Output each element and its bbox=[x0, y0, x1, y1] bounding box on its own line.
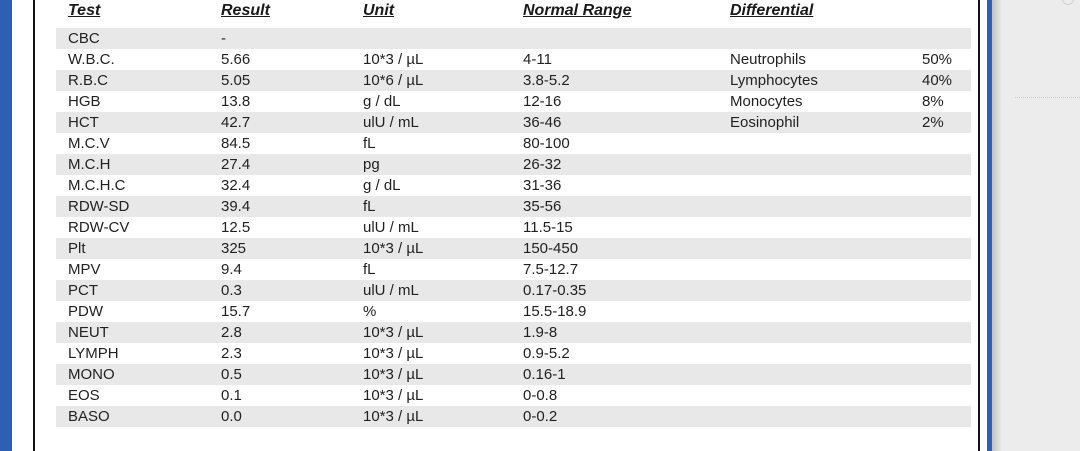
cell-test: W.B.C. bbox=[68, 51, 115, 68]
cell-unit: g / dL bbox=[363, 93, 401, 110]
cell-result: 13.8 bbox=[221, 93, 251, 110]
table-row bbox=[56, 112, 971, 133]
table-row bbox=[56, 49, 971, 70]
corner-handle-icon bbox=[1062, 0, 1074, 5]
cell-test: M.C.H bbox=[68, 156, 111, 173]
cell-differential-percent: 2% bbox=[922, 114, 944, 131]
cell-result: 39.4 bbox=[221, 198, 251, 215]
table-row bbox=[56, 259, 971, 280]
cell-result: 2.8 bbox=[221, 324, 242, 341]
cell-result: 15.7 bbox=[221, 303, 251, 320]
cell-test: LYMPH bbox=[68, 345, 119, 362]
cell-normal-range: 11.5-15 bbox=[523, 219, 573, 236]
cell-test: BASO bbox=[68, 408, 110, 425]
cell-result: 5.66 bbox=[221, 51, 251, 68]
cell-differential: Lymphocytes bbox=[730, 72, 818, 89]
table-row bbox=[56, 70, 971, 91]
cell-differential: Neutrophils bbox=[730, 51, 806, 68]
table-row bbox=[56, 238, 971, 259]
cell-normal-range: 80-100 bbox=[523, 135, 570, 152]
cell-test: R.B.C bbox=[68, 72, 109, 89]
page-border-right bbox=[978, 0, 980, 451]
cell-unit: pg bbox=[363, 156, 380, 173]
cell-unit: fL bbox=[363, 261, 376, 278]
cell-unit: 10*3 / µL bbox=[363, 408, 424, 425]
cell-unit: 10*3 / µL bbox=[363, 324, 424, 341]
cell-unit: ulU / mL bbox=[363, 219, 419, 236]
table-row bbox=[56, 406, 971, 427]
cell-result: 5.05 bbox=[221, 72, 251, 89]
cell-unit: 10*3 / µL bbox=[363, 345, 424, 362]
cell-test: MONO bbox=[68, 366, 115, 383]
cell-normal-range: 15.5-18.9 bbox=[523, 303, 587, 320]
cell-test: HCT bbox=[68, 114, 99, 131]
cell-result: 27.4 bbox=[221, 156, 251, 173]
cell-test: NEUT bbox=[68, 324, 109, 341]
cell-unit: % bbox=[363, 303, 377, 320]
table-row bbox=[56, 280, 971, 301]
cell-unit: 10*3 / µL bbox=[363, 366, 424, 383]
table-row bbox=[56, 196, 971, 217]
cell-test: RDW-SD bbox=[68, 198, 130, 215]
cell-result: 325 bbox=[221, 240, 247, 257]
page-border-left bbox=[33, 0, 35, 451]
cell-test: HGB bbox=[68, 93, 101, 110]
lab-results-table bbox=[56, 0, 971, 427]
cell-unit: g / dL bbox=[363, 177, 401, 194]
header-unit: Unit bbox=[363, 2, 395, 19]
cell-normal-range: 0.17-0.35 bbox=[523, 282, 587, 299]
cell-normal-range: 31-36 bbox=[523, 177, 562, 194]
cell-unit: ulU / mL bbox=[363, 282, 419, 299]
cell-normal-range: 36-46 bbox=[523, 114, 562, 131]
left-blue-edge bbox=[0, 0, 12, 451]
cell-differential-percent: 50% bbox=[922, 51, 953, 68]
table-row bbox=[56, 217, 971, 238]
cell-differential-percent: 40% bbox=[922, 72, 953, 89]
cell-normal-range: 26-32 bbox=[523, 156, 562, 173]
cell-normal-range: 0-0.2 bbox=[523, 408, 558, 425]
table-row bbox=[56, 175, 971, 196]
cell-normal-range: 0-0.8 bbox=[523, 387, 558, 404]
cell-result: 0.0 bbox=[221, 408, 242, 425]
cell-test: M.C.H.C bbox=[68, 177, 126, 194]
cell-differential-percent: 8% bbox=[922, 93, 944, 110]
header-differential: Differential bbox=[730, 2, 814, 19]
cell-test: Plt bbox=[68, 240, 86, 257]
cell-result: 9.4 bbox=[221, 261, 242, 278]
cell-unit: fL bbox=[363, 198, 376, 215]
cell-unit: 10*3 / µL bbox=[363, 387, 424, 404]
cell-result: - bbox=[221, 30, 226, 47]
table-row bbox=[56, 301, 971, 322]
header-test: Test bbox=[68, 2, 101, 19]
cell-test: PCT bbox=[68, 282, 98, 299]
table-row bbox=[56, 322, 971, 343]
cell-unit: 10*3 / µL bbox=[363, 51, 424, 68]
cell-normal-range: 1.9-8 bbox=[523, 324, 558, 341]
table-row bbox=[56, 364, 971, 385]
cell-result: 0.5 bbox=[221, 366, 242, 383]
cell-normal-range: 0.9-5.2 bbox=[523, 345, 570, 362]
cell-differential: Monocytes bbox=[730, 93, 803, 110]
cell-test: MPV bbox=[68, 261, 101, 278]
cell-normal-range: 12-16 bbox=[523, 93, 562, 110]
header-result: Result bbox=[221, 2, 270, 19]
cell-normal-range: 7.5-12.7 bbox=[523, 261, 579, 278]
cell-unit: 10*3 / µL bbox=[363, 240, 424, 257]
table-row bbox=[56, 343, 971, 364]
table-row bbox=[56, 133, 971, 154]
cell-normal-range: 35-56 bbox=[523, 198, 562, 215]
table-row bbox=[56, 28, 971, 49]
cell-result: 84.5 bbox=[221, 135, 251, 152]
table-row bbox=[56, 91, 971, 112]
cell-unit: 10*6 / µL bbox=[363, 72, 424, 89]
header-normal-range: Normal Range bbox=[523, 2, 632, 19]
table-row bbox=[56, 385, 971, 406]
cell-test: EOS bbox=[68, 387, 100, 404]
cell-normal-range: 3.8-5.2 bbox=[523, 72, 570, 89]
table-body bbox=[56, 28, 971, 427]
cell-test: RDW-CV bbox=[68, 219, 130, 236]
cell-result: 0.3 bbox=[221, 282, 242, 299]
cell-normal-range: 0.16-1 bbox=[523, 366, 566, 383]
dotted-divider bbox=[1015, 97, 1080, 98]
page-shadow bbox=[992, 0, 1002, 451]
cell-differential: Eosinophil bbox=[730, 114, 800, 131]
cell-unit: fL bbox=[363, 135, 376, 152]
table-header bbox=[56, 0, 971, 28]
cell-test: M.C.V bbox=[68, 135, 110, 152]
cell-normal-range: 150-450 bbox=[523, 240, 579, 257]
cell-result: 42.7 bbox=[221, 114, 251, 131]
table-row bbox=[56, 154, 971, 175]
cell-result: 2.3 bbox=[221, 345, 242, 362]
cell-result: 0.1 bbox=[221, 387, 242, 404]
cell-result: 32.4 bbox=[221, 177, 251, 194]
cell-test: PDW bbox=[68, 303, 103, 320]
cell-test: CBC bbox=[68, 30, 100, 47]
cell-unit: ulU / mL bbox=[363, 114, 419, 131]
cell-normal-range: 4-11 bbox=[523, 51, 552, 68]
cell-result: 12.5 bbox=[221, 219, 251, 236]
